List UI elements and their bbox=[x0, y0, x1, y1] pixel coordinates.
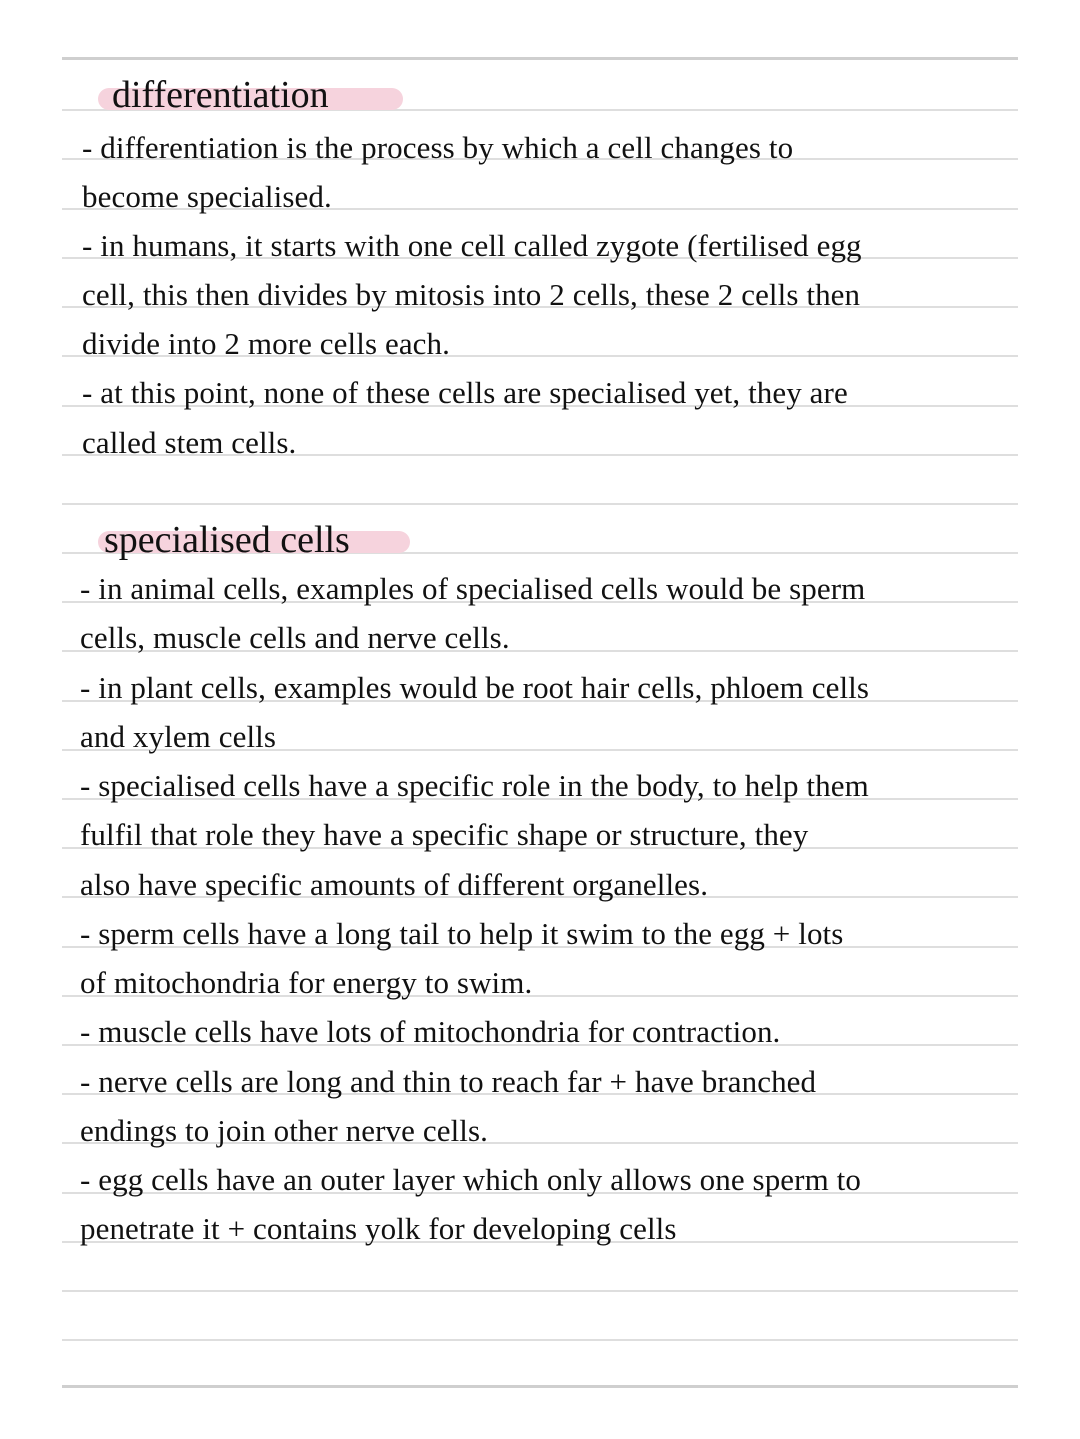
note-line: also have specific amounts of different organelles. bbox=[80, 867, 709, 902]
note-line: cell, this then divides by mitosis into 2 cells, these 2 cells then bbox=[82, 277, 861, 312]
note-line: fulfil that role they have a specific shape or structure, they bbox=[80, 817, 809, 852]
note-line: called stem cells. bbox=[82, 425, 297, 460]
note-line: - in animal cells, examples of specialised cells would be sperm bbox=[80, 571, 866, 606]
rule bbox=[62, 1339, 1018, 1341]
note-line: - in plant cells, examples would be root hair cells, phloem cells bbox=[80, 670, 870, 705]
note-line: of mitochondria for energy to swim. bbox=[80, 965, 533, 1000]
note-line: - specialised cells have a specific role in the body, to help them bbox=[80, 768, 869, 803]
note-line: - nerve cells are long and thin to reach far + have branched bbox=[80, 1064, 817, 1099]
note-line: - muscle cells have lots of mitochondria for contraction. bbox=[80, 1014, 781, 1049]
rule bbox=[62, 503, 1018, 505]
note-line: - egg cells have an outer layer which only allows one sperm to bbox=[80, 1162, 861, 1197]
note-line: and xylem cells bbox=[80, 719, 277, 754]
rule bbox=[62, 1290, 1018, 1292]
bottom-border-rule bbox=[62, 1385, 1018, 1388]
note-line: - differentiation is the process by which a cell changes to bbox=[82, 130, 794, 165]
section-heading: specialised cells bbox=[104, 519, 350, 561]
note-line: - sperm cells have a long tail to help it swim to the egg + lots bbox=[80, 916, 844, 951]
note-line: endings to join other nerve cells. bbox=[80, 1113, 489, 1148]
note-line: cells, muscle cells and nerve cells. bbox=[80, 620, 510, 655]
note-line: divide into 2 more cells each. bbox=[82, 326, 450, 361]
note-line: become specialised. bbox=[82, 179, 332, 214]
top-border-rule bbox=[62, 57, 1018, 60]
section-heading: differentiation bbox=[112, 74, 329, 116]
note-line: penetrate it + contains yolk for developing cells bbox=[80, 1211, 677, 1246]
note-line: - in humans, it starts with one cell called zygote (fertilised egg bbox=[82, 228, 862, 263]
note-line: - at this point, none of these cells are specialised yet, they are bbox=[82, 375, 848, 410]
